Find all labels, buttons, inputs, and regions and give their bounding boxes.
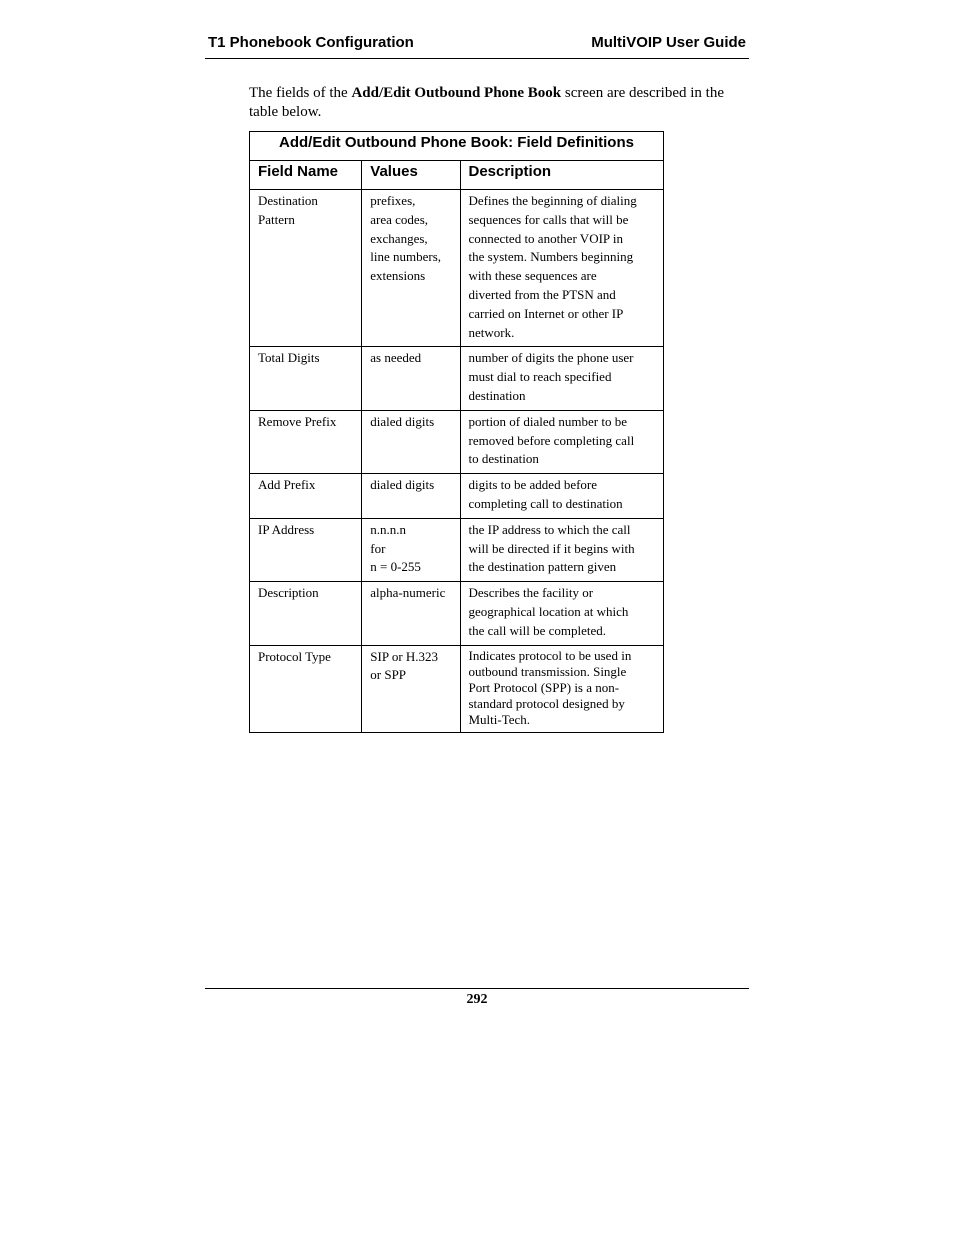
cell-values: SIP or H.323 or SPP (362, 645, 460, 732)
field-definitions-table (249, 131, 664, 733)
cell-field-name: Remove Prefix (250, 410, 362, 473)
guide-title: MultiVOIP User Guide (591, 34, 746, 51)
table-title: Add/Edit Outbound Phone Book: Field Definitions (279, 134, 634, 151)
cell-values: dialed digits (362, 474, 460, 519)
table-row (250, 410, 664, 473)
table-title-cell (250, 132, 664, 161)
column-header-description (460, 161, 664, 190)
intro-screen-name: Add/Edit Outbound Phone Book (351, 85, 562, 101)
cell-field-name: Total Digits (250, 347, 362, 410)
cell-field-name: IP Address (250, 518, 362, 581)
intro-paragraph (249, 84, 749, 122)
cell-values: n.n.n.n for n = 0-255 (362, 518, 460, 581)
table-row (250, 474, 664, 519)
footer-divider (205, 988, 749, 989)
cell-field-name: Destination Pattern (250, 190, 362, 347)
table-caption-row (250, 132, 664, 161)
cell-description: portion of dialed number to be removed before completing call to destination (460, 410, 664, 473)
table-row (250, 645, 664, 732)
cell-field-name: Add Prefix (250, 474, 362, 519)
cell-description: Describes the facility or geographical location at which the call will be completed. (460, 582, 664, 645)
cell-description: Defines the beginning of dialing sequences for calls that will be connected to another VOIP in the system. Numbers beginning with these sequences are diverted from the PTSN and carried on Internet or other IP network. (460, 190, 664, 347)
table-header-row (250, 161, 664, 190)
cell-description: number of digits the phone user must dial to reach specified destination (460, 347, 664, 410)
intro-text-before: The fields of the (249, 85, 352, 101)
column-header-values (362, 161, 460, 190)
table-row (250, 347, 664, 410)
table-row (250, 582, 664, 645)
page-number: 292 (466, 992, 488, 1007)
cell-values: alpha-numeric (362, 582, 460, 645)
table-row (250, 518, 664, 581)
column-header-field-name (250, 161, 362, 190)
column-header-label: Field Name (258, 163, 339, 180)
cell-values: as needed (362, 347, 460, 410)
table-row (250, 190, 664, 347)
cell-field-name: Protocol Type (250, 645, 362, 732)
intro-text-after: screen are described in the table below. (249, 85, 724, 120)
column-header-label: Values (370, 163, 418, 180)
cell-description: Indicates protocol to be used in outbound transmission. Single Port Protocol (SPP) is a non- standard protocol designed by Multi-Tech. (460, 645, 664, 732)
cell-field-name: Description (250, 582, 362, 645)
cell-values: dialed digits (362, 410, 460, 473)
column-header-label: Description (468, 163, 552, 180)
cell-description: digits to be added before completing call to destination (460, 474, 664, 519)
running-header (205, 32, 749, 59)
section-title: T1 Phonebook Configuration (208, 34, 414, 51)
cell-values: prefixes, area codes, exchanges, line numbers, extensions (362, 190, 460, 347)
cell-description: the IP address to which the call will be directed if it begins with the destination pattern given (460, 518, 664, 581)
